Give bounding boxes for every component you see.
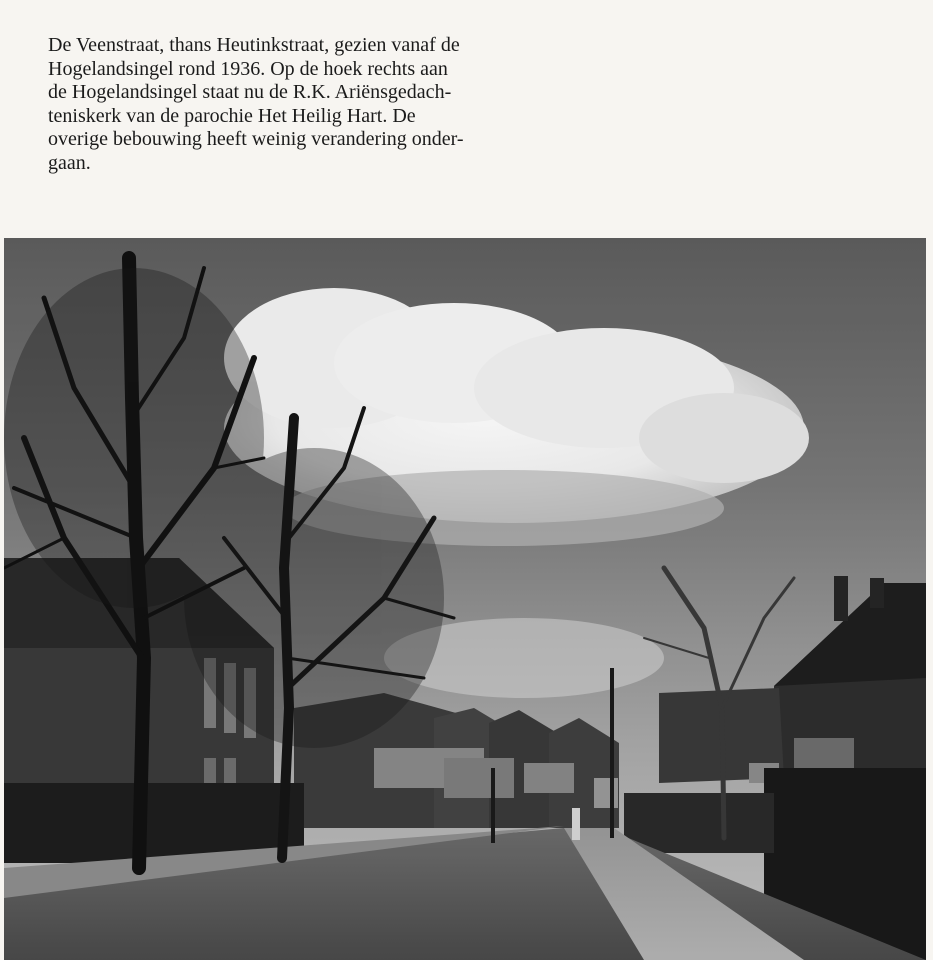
caption-text (48, 34, 588, 175)
caption-line-6: gaan. (48, 151, 91, 174)
caption-line-2: Hogelandsingel rond 1936. Op de hoek rechts aan (48, 57, 448, 80)
caption-line-5: overige bebouwing heeft weinig verandering onder- (48, 128, 464, 150)
caption-line-1: De Veenstraat, thans Heutinkstraat, gezien vanaf de (48, 34, 460, 56)
caption-line-4: teniskerk van de parochie Het Heilig Hart. De (48, 104, 416, 127)
street-photograph (4, 238, 926, 960)
caption-line-3: de Hogelandsingel staat nu de R.K. Ariënsgedach- (48, 81, 452, 103)
photo-grain (4, 238, 926, 960)
street-photograph-drawing (4, 238, 926, 960)
